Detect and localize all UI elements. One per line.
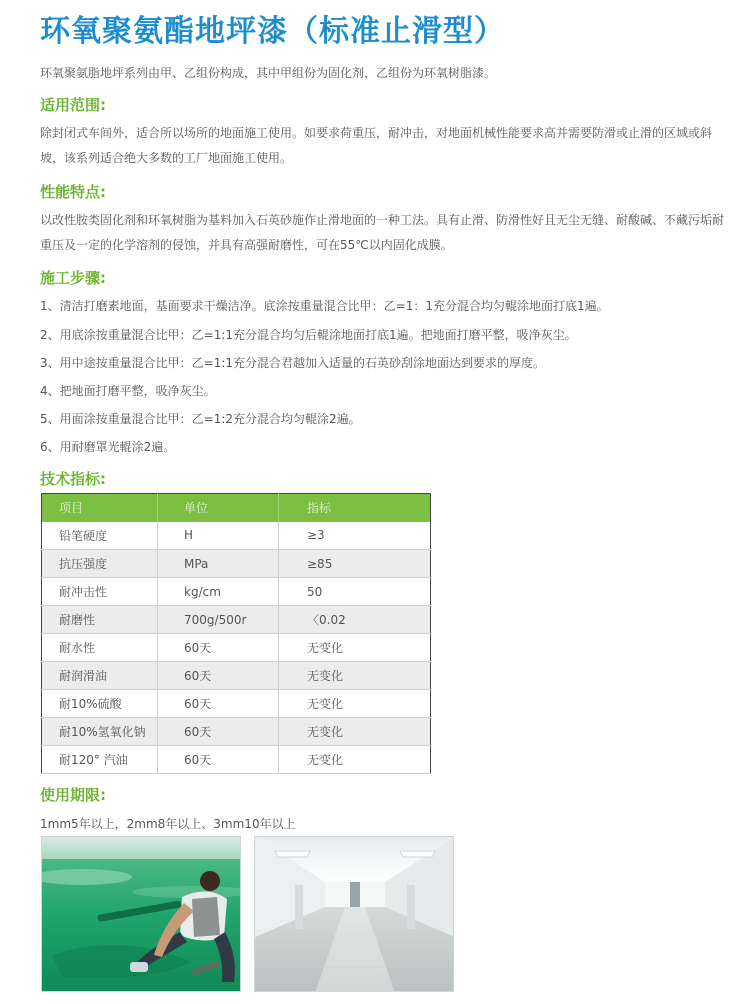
cell-spec: 无变化	[279, 662, 431, 690]
cell-item: 铅笔硬度	[42, 522, 158, 550]
step-item: 3、用中途按重量混合比甲：乙=1:1充分混合君越加入适量的石英砂刮涂地面达到要求的厚度。	[40, 356, 546, 370]
intro-text: 环氧聚氨脂地坪系列由甲、乙组份构成，其中甲组份为固化剂，乙组份为环氧树脂漆。	[40, 66, 497, 80]
finished-floor-photo	[254, 836, 454, 992]
worker-painting-photo	[41, 836, 241, 992]
cell-item: 耐磨性	[42, 606, 158, 634]
cell-spec: 无变化	[279, 718, 431, 746]
lifespan-heading: 使用期限:	[40, 786, 106, 804]
cell-spec: 50	[279, 578, 431, 606]
column-header-unit: 单位	[158, 494, 279, 522]
cell-unit: 60天	[158, 718, 279, 746]
table-row	[42, 746, 431, 774]
cell-unit: 60天	[158, 634, 279, 662]
cell-unit: 60天	[158, 690, 279, 718]
features-text: 以改性胺类固化剂和环氧树脂为基料加入石英砂施作止滑地面的一种工法。具有止滑、防滑性好且无尘无缝、耐酸碱、不藏污垢耐重压及一定的化学溶剂的侵蚀，并具有高强耐磨性，可在55℃以内固化成膜。	[40, 213, 725, 252]
cell-item: 耐水性	[42, 634, 158, 662]
cell-item: 耐冲击性	[42, 578, 158, 606]
column-header-spec: 指标	[279, 494, 431, 522]
table-row	[42, 634, 431, 662]
cell-spec: 无变化	[279, 690, 431, 718]
cell-unit: 60天	[158, 662, 279, 690]
cell-spec: 〈0.02	[279, 606, 431, 634]
column-header-item: 项目	[42, 494, 158, 522]
cell-unit: MPa	[158, 550, 279, 578]
step-item: 1、清洁打磨素地面，基面要求干燥洁净。底涂按重量混合比甲：乙=1：1充分混合均匀輥涂地面打底1遍。	[40, 299, 609, 313]
table-header-row	[42, 494, 431, 522]
table-row	[42, 578, 431, 606]
step-item: 4、把地面打磨平整，吸净灰尘。	[40, 384, 216, 398]
cell-item: 抗压强度	[42, 550, 158, 578]
cell-item: 耐10%硫酸	[42, 690, 158, 718]
step-item: 2、用底涂按重量混合比甲：乙=1:1充分混合均匀后輥涂地面打底1遍。把地面打磨平整，吸净灰尘。	[40, 328, 577, 342]
corridor-floor-illustration	[255, 837, 454, 992]
scope-text: 除封闭式车间外，适合所以场所的地面施工使用。如要求荷重压，耐冲击，对地面机械性能要求高并需要防滑或止滑的区域或斜坡，该系列适合绝大多数的工厂地面施工使用。	[40, 126, 713, 165]
cell-unit: 700g/500r	[158, 606, 279, 634]
step-item: 5、用面涂按重量混合比甲：乙=1:2充分混合均匀輥涂2遍。	[40, 412, 361, 426]
specs-heading: 技术指标:	[40, 470, 106, 488]
spec-table	[41, 493, 431, 774]
lifespan-text: 1mm5年以上，2mm8年以上、3mm10年以上	[40, 817, 296, 831]
table-row	[42, 718, 431, 746]
cell-spec: ≥85	[279, 550, 431, 578]
cell-unit: H	[158, 522, 279, 550]
cell-unit: kg/cm	[158, 578, 279, 606]
table-row	[42, 690, 431, 718]
table-row	[42, 522, 431, 550]
worker-painting-illustration	[42, 837, 241, 992]
cell-spec: 无变化	[279, 746, 431, 774]
scope-heading: 适用范围:	[40, 96, 106, 114]
cell-spec: ≥3	[279, 522, 431, 550]
steps-heading: 施工步骤:	[40, 269, 106, 287]
cell-item: 耐润滑油	[42, 662, 158, 690]
table-row	[42, 606, 431, 634]
step-item: 6、用耐磨罩光輥涂2遍。	[40, 440, 176, 454]
cell-item: 耐10%氢氧化钠	[42, 718, 158, 746]
cell-unit: 60天	[158, 746, 279, 774]
table-row	[42, 662, 431, 690]
features-heading: 性能特点:	[40, 183, 106, 201]
cell-item: 耐120° 汽油	[42, 746, 158, 774]
cell-spec: 无变化	[279, 634, 431, 662]
page-title: 环氧聚氨酯地坪漆（标准止滑型）	[40, 14, 505, 49]
table-row	[42, 550, 431, 578]
